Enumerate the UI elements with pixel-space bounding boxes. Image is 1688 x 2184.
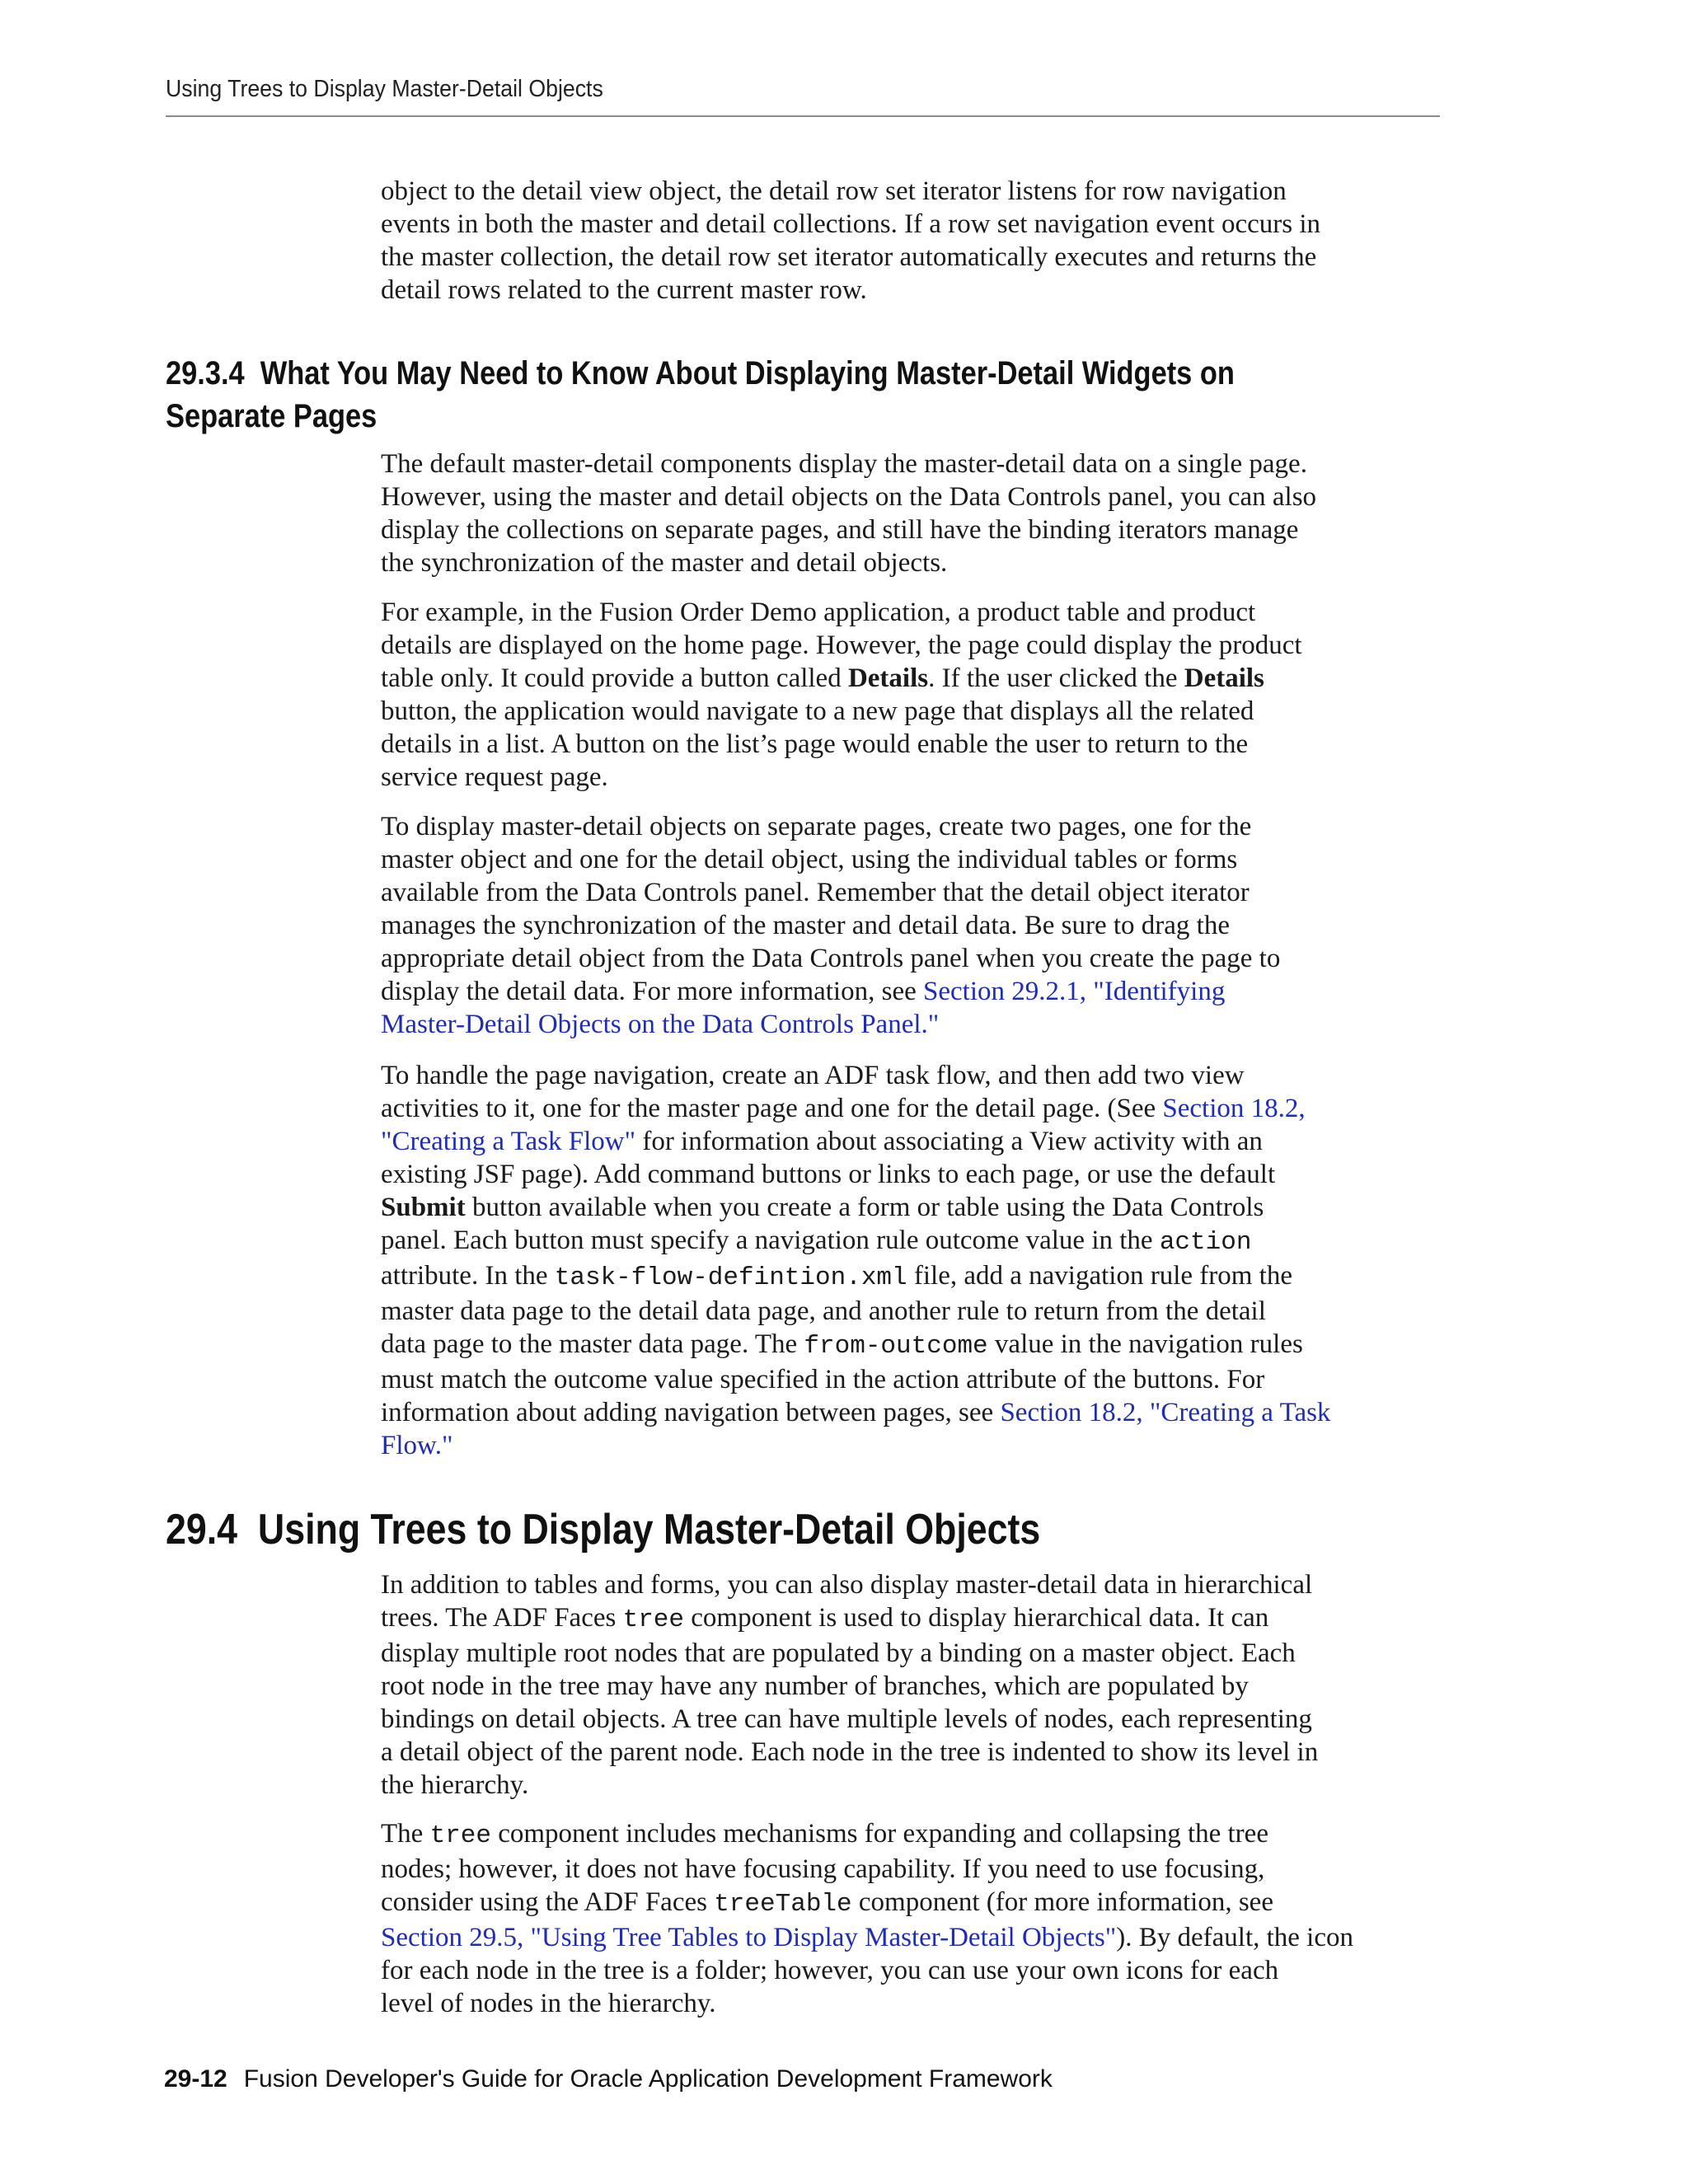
text-line: consider using the ADF Faces treeTable component (for more information, see	[381, 1887, 1273, 1919]
code-term: task-flow-defintion.xml	[554, 1263, 907, 1292]
text-line: "Creating a Task Flow" for information about associating a View activity with an	[381, 1127, 1263, 1156]
paragraph	[381, 1817, 1444, 2020]
cross-reference-link[interactable]: Section 29.5, "Using Tree Tables to Display Master-Detail Objects"	[381, 1923, 1117, 1952]
header-divider	[166, 115, 1440, 117]
code-term: action	[1159, 1228, 1252, 1257]
text-line: detail rows related to the current master row.	[381, 275, 867, 305]
text-line: Section 29.5, "Using Tree Tables to Display Master-Detail Objects"). By default, the icon	[381, 1923, 1354, 1952]
text-line	[381, 1008, 1444, 1041]
text-line: trees. The ADF Faces tree component is used to display hierarchical data. It can	[381, 1603, 1269, 1634]
cross-reference-link[interactable]: Section 29.2.1, "Identifying	[923, 977, 1226, 1006]
page-footer	[164, 2065, 1053, 2093]
code-term: treeTable	[714, 1890, 852, 1919]
section-number: 29.4	[166, 1506, 238, 1554]
section-title: What You May Need to Know About Displaying Master-Detail Widgets on	[260, 355, 1235, 391]
section-heading-29-4	[166, 1505, 1040, 1554]
cross-reference-link[interactable]: Section 18.2,	[1162, 1094, 1306, 1123]
text-line: For example, in the Fusion Order Demo application, a product table and product	[381, 598, 1256, 627]
page-number: 29-12	[164, 2065, 227, 2093]
text-line: display multiple root nodes that are populated by a binding on a master object. Each	[381, 1638, 1296, 1668]
text-line: However, using the master and detail objects on the Data Controls panel, you can also	[381, 482, 1317, 512]
text-line: available from the Data Controls panel. Remember that the detail object iterator	[381, 878, 1250, 907]
intro-paragraph	[381, 175, 1444, 307]
text-line: The tree component includes mechanisms for expanding and collapsing the tree	[381, 1819, 1268, 1850]
text-line: To handle the page navigation, create an ADF task flow, and then add two view	[381, 1061, 1245, 1090]
section-number: 29.3.4	[166, 355, 245, 391]
text-line: events in both the master and detail collections. If a row set navigation event occurs in	[381, 209, 1320, 239]
text-line: Submit button available when you create a form or table using the Data Controls	[381, 1193, 1264, 1222]
text-line: bindings on detail objects. A tree can have multiple levels of nodes, each representing	[381, 1704, 1312, 1734]
paragraph	[381, 448, 1444, 579]
text-line: manages the synchronization of the master and detail data. Be sure to drag the	[381, 911, 1230, 940]
text-line: existing JSF page). Add command buttons or links to each page, or use the default	[381, 1160, 1276, 1189]
code-term: tree	[622, 1605, 685, 1634]
section-heading-29-3-4	[166, 352, 1272, 438]
bold-term: Details	[1184, 663, 1264, 693]
paragraph	[381, 1568, 1444, 1802]
code-term: tree	[429, 1821, 491, 1850]
text-line: details are displayed on the home page. However, the page could display the product	[381, 630, 1302, 660]
text-line: nodes; however, it does not have focusing capability. If you need to use focusing,	[381, 1854, 1265, 1884]
section-title: Using Trees to Display Master-Detail Objects	[257, 1506, 1041, 1554]
text-line: master object and one for the detail object, using the individual tables or forms	[381, 845, 1238, 874]
text-line	[381, 1429, 1444, 1462]
cross-reference-link[interactable]: "Creating a Task Flow"	[381, 1127, 636, 1156]
book-title: Fusion Developer's Guide for Oracle Application Development Framework	[243, 2065, 1053, 2093]
text-line: service request page.	[381, 762, 608, 792]
text-line: details in a list. A button on the list’s page would enable the user to return to the	[381, 729, 1249, 759]
cross-reference-link[interactable]: Section 18.2, "Creating a Task	[1000, 1398, 1331, 1427]
bold-term: Submit	[381, 1193, 466, 1222]
text-line: must match the outcome value specified in the action attribute of the buttons. For	[381, 1365, 1265, 1394]
cross-reference-link[interactable]: Flow."	[381, 1431, 453, 1460]
text-line: activities to it, one for the master page and one for the detail page. (See Section 18.2,	[381, 1094, 1306, 1123]
text-line: object to the detail view object, the detail row set iterator listens for row navigation	[381, 176, 1287, 206]
text-line: information about adding navigation between pages, see Section 18.2, "Creating a Task	[381, 1398, 1331, 1427]
text-line: The default master-detail components display the master-detail data on a single page.	[381, 449, 1307, 479]
text-line: display the collections on separate pages, and still have the binding iterators manage	[381, 515, 1299, 545]
text-line: attribute. In the task-flow-defintion.xml file, add a navigation rule from the	[381, 1261, 1292, 1292]
running-header: Using Trees to Display Master-Detail Objects	[166, 76, 603, 102]
code-term: from-outcome	[804, 1332, 988, 1361]
text-line: button, the application would navigate to a new page that displays all the related	[381, 696, 1254, 726]
text-line: root node in the tree may have any number of branches, which are populated by	[381, 1671, 1249, 1701]
text-line: In addition to tables and forms, you can also display master-detail data in hierarchical	[381, 1570, 1313, 1600]
text-line: panel. Each button must specify a navigation rule outcome value in the action	[381, 1226, 1252, 1257]
text-line: level of nodes in the hierarchy.	[381, 1989, 716, 2018]
section-title-continued: Separate Pages	[166, 398, 377, 434]
text-line: display the detail data. For more information, see Section 29.2.1, "Identifying	[381, 977, 1226, 1006]
cross-reference-link[interactable]: Master-Detail Objects on the Data Controls Panel."	[381, 1010, 940, 1039]
text-line: appropriate detail object from the Data Controls panel when you create the page to	[381, 944, 1281, 973]
bold-term: Details	[847, 663, 929, 693]
text-line: the synchronization of the master and detail objects.	[381, 548, 948, 578]
text-line: data page to the master data page. The from-outcome value in the navigation rules	[381, 1329, 1303, 1361]
text-line: To display master-detail objects on separate pages, create two pages, one for the	[381, 812, 1252, 841]
text-line: a detail object of the parent node. Each node in the tree is indented to show its level in	[381, 1737, 1319, 1767]
paragraph	[381, 810, 1444, 1041]
paragraph	[381, 596, 1444, 794]
text-line: table only. It could provide a button called Details. If the user clicked the Details	[381, 663, 1264, 693]
text-line: for each node in the tree is a folder; however, you can use your own icons for each	[381, 1956, 1279, 1985]
text-line: master data page to the detail data page, and another rule to return from the detail	[381, 1296, 1266, 1326]
paragraph	[381, 1059, 1444, 1462]
text-line: the hierarchy.	[381, 1770, 529, 1800]
text-line: the master collection, the detail row set iterator automatically executes and returns the	[381, 242, 1317, 272]
